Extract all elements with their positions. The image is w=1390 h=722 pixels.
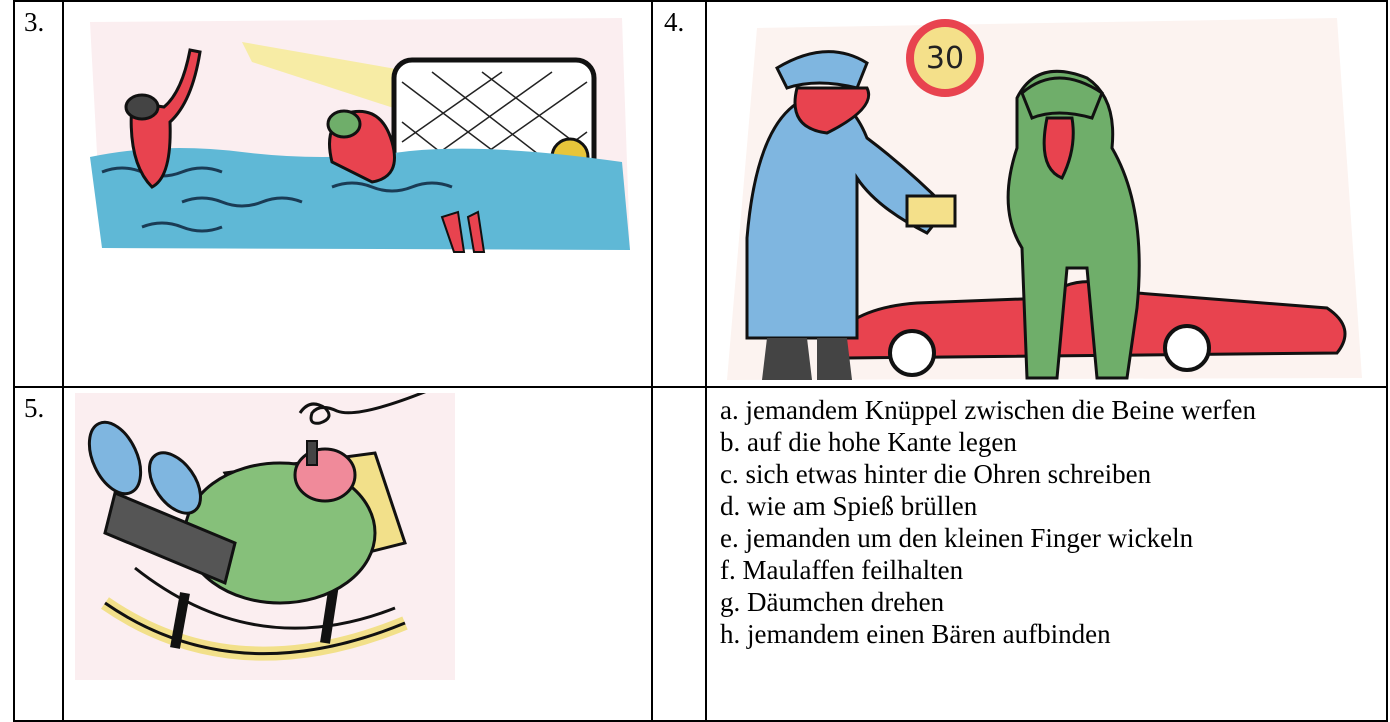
answer-c: c. sich etwas hinter die Ohren schreiben [720, 459, 1152, 489]
water-polo-cartoon [82, 12, 644, 257]
idiom-answer-list [720, 394, 1380, 650]
answer-d: d. wie am Spieß brüllen [720, 491, 978, 521]
table-divider-3 [705, 0, 707, 722]
svg-text:30: 30 [925, 41, 965, 76]
rocking-chair-cartoon [75, 393, 455, 680]
table-border-right [1386, 0, 1388, 722]
table-border-middle [13, 386, 1388, 388]
answer-a: a. jemandem Knüppel zwischen die Beine werfen [720, 395, 1257, 425]
answer-g: g. Däumchen drehen [720, 587, 945, 617]
answer-f: f. Maulaffen feilhalten [720, 555, 964, 585]
table-divider-1 [62, 0, 64, 722]
table-border-left [13, 0, 15, 722]
item-number-3: 3. [24, 7, 45, 37]
answer-h: h. jemandem einen Bären aufbinden [720, 619, 1111, 649]
item-number-5: 5. [24, 393, 45, 423]
police-speed-limit-cartoon [717, 8, 1369, 384]
answer-b: b. auf die hohe Kante legen [720, 427, 1017, 457]
table-divider-2 [651, 0, 653, 722]
item-number-4: 4. [664, 7, 685, 37]
answer-e: e. jemanden um den kleinen Finger wickeln [720, 523, 1194, 553]
table-border-top [13, 0, 1388, 2]
